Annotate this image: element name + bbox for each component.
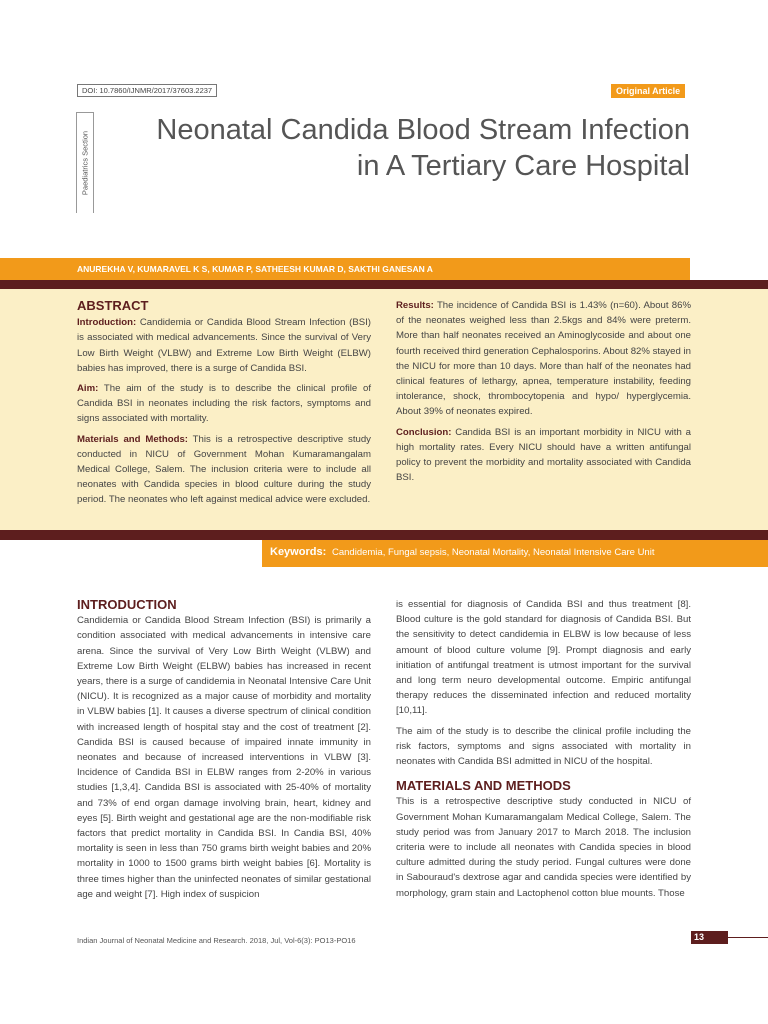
title-line-2: in A Tertiary Care Hospital	[356, 150, 690, 182]
abstract-heading: ABSTRACT	[77, 298, 149, 313]
divider-strip-bottom	[0, 530, 768, 540]
body-right-column	[396, 597, 691, 906]
intro-text: Candidemia or Candida Blood Stream Infection (BSI) is associated with medical advancements. Since the survival of Very Low Birth Weight (VLBW) and Extreme Low Birth Weight (ELBW) babies has improved, there is a surge of Candida BSI.	[77, 317, 371, 374]
page-number: 13	[691, 931, 728, 944]
abstract-methods	[77, 432, 371, 508]
methods-text: This is a retrospective descriptive study conducted in NICU of Government Mohan Kumaramangalam Medical College, Salem. The inclusion criteria were to include all neonates with Candida species in blood culture during the study period. The neonates who left against medical advice were excluded.	[77, 433, 371, 506]
aim-text: The aim of the study is to describe the clinical profile of Candida BSI in neonates including the risk factors, symptoms and signs associated with mortality.	[77, 383, 371, 425]
divider-strip-top	[0, 280, 768, 289]
abstract-right-column	[396, 298, 691, 490]
doi-label: DOI: 10.7860/IJNMR/2017/37603.2237	[77, 84, 217, 97]
methods-paragraph-1: This is a retrospective descriptive study conducted in NICU of Government Mohan Kumaramangalam Medical College, Salem. The study period was from January 2017 to March 2018. The inclusion criteria were to include all neonates with Candida species in blood culture admitted during the study period. Fungal cultures were done in Sabouraud's dextrose agar and candida species were identified by morphology, gram stain and Lactophenol cotton blue mounts. Those	[396, 796, 691, 899]
journal-footer: Indian Journal of Neonatal Medicine and Research. 2018, Jul, Vol-6(3): PO13-PO16	[77, 936, 356, 945]
introduction-heading: INTRODUCTION	[77, 597, 177, 612]
keywords-text: Candidemia, Fungal sepsis, Neonatal Mortality, Neonatal Intensive Care Unit	[332, 547, 655, 558]
introduction-paragraph-3: The aim of the study is to describe the clinical profile including the risk factors, symptoms and signs associated with mortality in neonates with Candida BSI admitted in NICU of the hospital.	[396, 725, 691, 768]
results-label: Results:	[396, 300, 434, 311]
abstract-introduction	[77, 315, 371, 376]
conclusion-text: Candida BSI is an important morbidity in NICU with a high mortality rates. Every NICU should have a written antifungal policy to prevent the morbidity and mortality associated with Candida BSI.	[396, 426, 691, 484]
results-text: The incidence of Candida BSI is 1.43% (n=60). About 86% of the neonates weighed less than 2.5kgs and 84% were preterm. More than half neonates received an Aminoglycoside and about one fourth received third generation Cephalosporins. About 82% stayed in the NICU for more than 10 days. More than half of the neonates had clinical features of lethargy, apnea, temperature instability, feeding intolerance, shock, thrombocytopenia and hypo/ hyperglycemia. About 39% of neonates expired.	[396, 300, 691, 418]
article-type-badge: Original Article	[611, 84, 685, 98]
keywords-label: Keywords:	[270, 546, 327, 558]
author-bar	[0, 258, 690, 280]
intro-label: Introduction:	[77, 317, 137, 329]
conclusion-label: Conclusion:	[396, 426, 452, 438]
abstract-left-column	[77, 298, 371, 513]
abstract-conclusion	[396, 425, 691, 486]
introduction-paragraph-1: Candidemia or Candida Blood Stream Infection (BSI) is primarily a condition associated with medical advancements in intensive care arena. Since the survival of Very Low Birth Weight (VLBW) and Extreme Low Birth Weight (ELBW) babies has increased in recent years, there is a surge of candidemia in Neonatal Intensive Care Unit (NICU). It is recognized as a major cause of morbidity and mortality in VLBW babies [1]. It causes a diverse spectrum of clinical condition with increased length of hospital stay and the cost of treatment [2]. Candida BSI is caused because of impaired innate immunity in neonates and because of increased interventions in VLBW [3]. Incidence of Candida BSI in ELBW ranges from 2-20% in various studies [1,3,4]. Candida BSI is associated with 25-40% of mortality and 73% of end organ damage involving brain, heart, kidney and eyes [5]. Birth weight and gestational age are the non-modifiable risk factors that predict mortality in Candida BSI. In Candia BSI, 40% mortality is seen in less than 750 grams birth weight babies and 20% mortality in 1000 to 1500 grams birth weight babies [6]. Mortality is three times higher than the uninfected neonates of similar gestational age and weight [7]. High index of suspicion	[77, 615, 371, 900]
body-left-column	[77, 597, 371, 907]
article-title	[90, 112, 690, 184]
methods-heading: MATERIALS AND METHODS	[396, 778, 571, 794]
title-line-1: Neonatal Candida Blood Stream Infection	[156, 114, 690, 146]
abstract-results	[396, 298, 691, 420]
author-list: ANUREKHA V, KUMARAVEL K S, KUMAR P, SATHEESH KUMAR D, SAKTHI GANESAN A	[77, 264, 433, 274]
section-label: Paediatrics Section	[80, 130, 90, 196]
keywords-bar	[262, 540, 768, 567]
page-number-rule	[728, 937, 768, 938]
introduction-paragraph-2: is essential for diagnosis of Candida BSI and thus treatment [8]. Blood culture is the gold standard for diagnosis of Candida BSI. But the sensitivity to detect candidemia in ELBW is low because of less amount of blood culture volume [9]. Prompt diagnosis and early initiation of antifungal treatment is utmost important for the survival and long term neuro developmental outcome. Empiric antifungal therapy reduces the disseminated infection and reduced mortality [10,11].	[396, 599, 691, 717]
methods-label: Materials and Methods:	[77, 433, 188, 445]
aim-label: Aim:	[77, 383, 99, 395]
abstract-aim	[77, 381, 371, 427]
